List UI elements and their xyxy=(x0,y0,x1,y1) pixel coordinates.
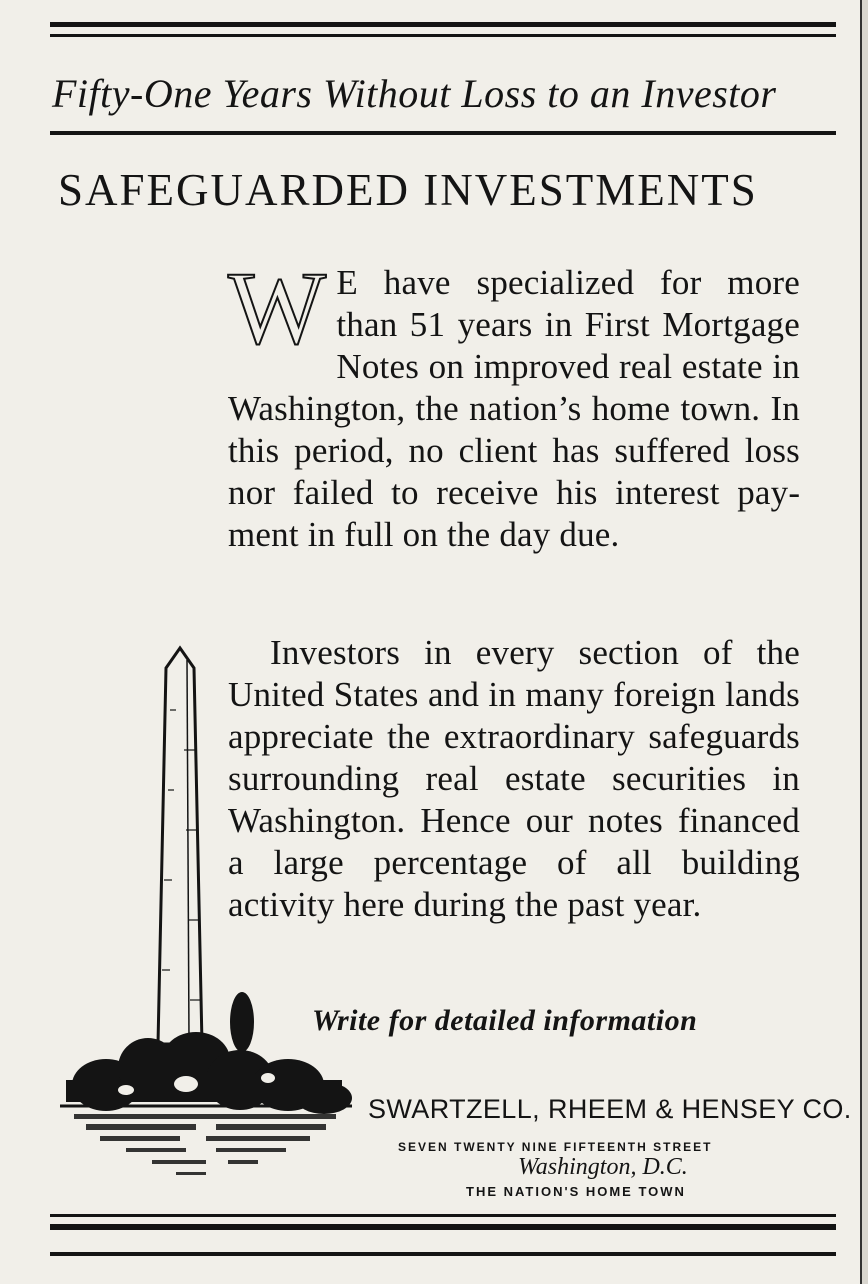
tagline-underline xyxy=(50,131,836,135)
headline: SAFEGUARDED INVESTMENTS xyxy=(58,165,758,215)
paragraph-specialized xyxy=(228,251,800,556)
call-to-action: Write for detailed information xyxy=(312,1004,698,1037)
tagline: Fifty-One Years Without Loss to an Investor xyxy=(52,71,777,116)
paragraph-specialized-text: E have specialized for more than 51 years in First Mortgage Notes on improved real estate in Washington, the nation’s home town. In this period, no client has suffered loss nor failed to receive his interest payment in full on the day due. xyxy=(228,263,800,554)
top-rule-thin xyxy=(50,34,836,37)
company-name: SWARTZELL, RHEEM & HENSEY CO. xyxy=(368,1094,852,1124)
company-city: Washington, D.C. xyxy=(518,1154,688,1180)
top-rule-thick xyxy=(50,22,836,27)
page-edge xyxy=(860,0,868,1284)
paragraph-investors: Investors in every section of the United States and in many foreign lands appreciate the extraordinary safeguards surrounding real estate securities in Washington. Hence our notes financed a large percentage of all building activity here during the past year. xyxy=(228,633,800,924)
drop-cap: W xyxy=(228,251,327,366)
bottom-rule-thick xyxy=(50,1224,836,1230)
washington-monument-icon xyxy=(56,640,356,1200)
company-slogan: THE NATION'S HOME TOWN xyxy=(466,1184,686,1199)
bottom-rule-base xyxy=(50,1252,836,1256)
company-address: SEVEN TWENTY NINE FIFTEENTH STREET xyxy=(398,1140,713,1154)
bottom-rule-thin xyxy=(50,1214,836,1217)
